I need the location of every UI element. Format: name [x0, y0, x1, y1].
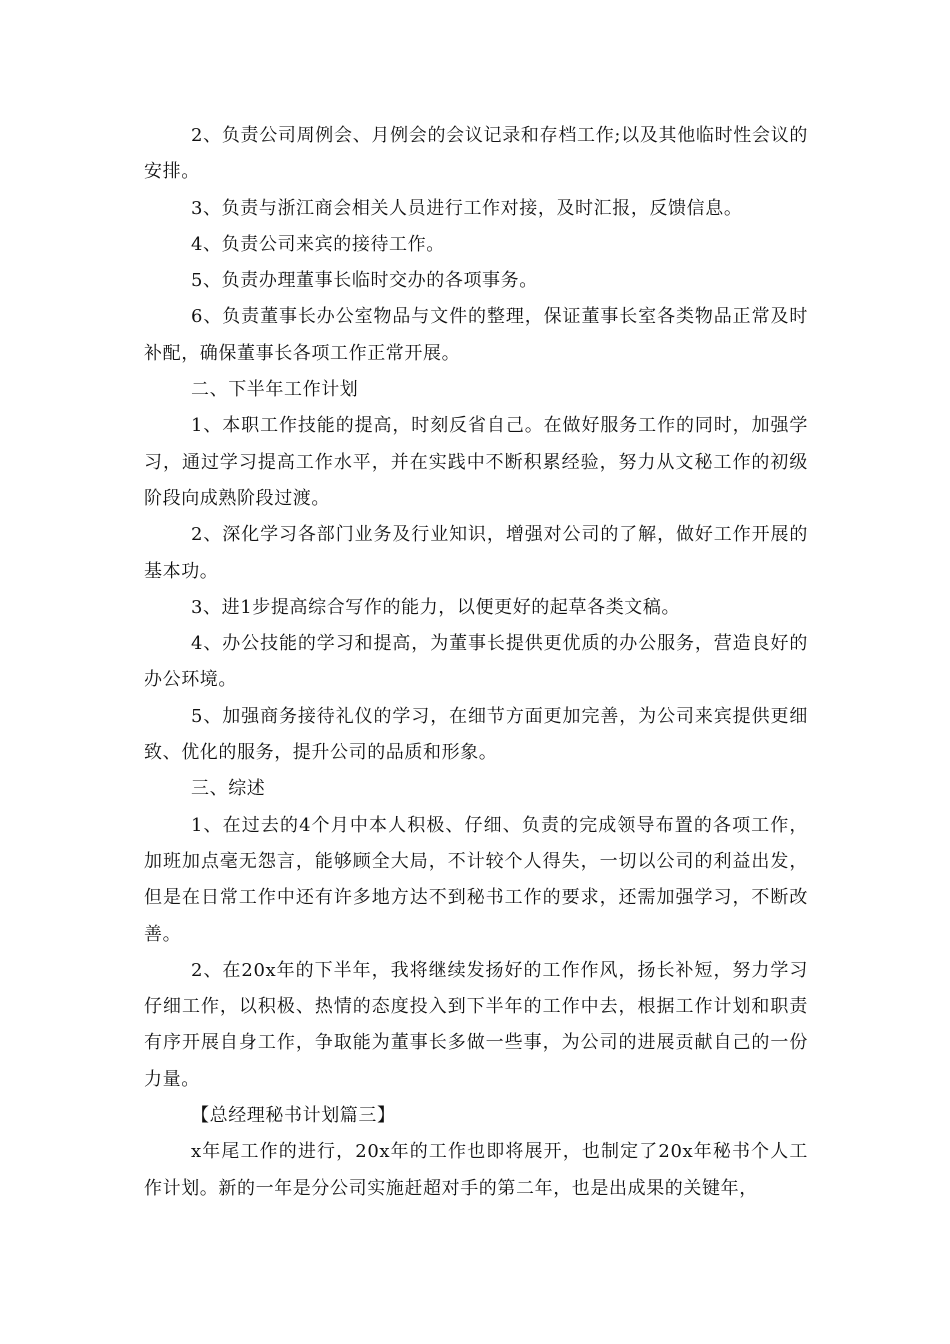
- paragraph-summary-1: 1、在过去的4个月中本人积极、仔细、负责的完成领导布置的各项工作，加班加点毫无怨言，能够顾全大局，不计较个人得失，一切以公司的利益出发，但是在日常工作中还有许多地方达不到秘书工作的要求，还需加强学习，不断改善。: [144, 814, 808, 945]
- paragraph-plan-3: 3、进1步提高综合写作的能力，以便更好的起草各类文稿。: [191, 596, 681, 618]
- paragraph-plan-2: 2、深化学习各部门业务及行业知识，增强对公司的了解，做好工作开展的基本功。: [144, 524, 808, 582]
- document-body: [144, 118, 808, 1207]
- paragraph-duty-2: 2、负责公司周例会、月例会的会议记录和存档工作;以及其他临时性会议的安排。: [144, 125, 808, 183]
- paragraph-summary-2: 2、在20x年的下半年，我将继续发扬好的工作作风，扬长补短，努力学习仔细工作，以积极、热情的态度投入到下半年的工作中去，根据工作计划和职责有序开展自身工作，争取能为董事长多做一些事，为公司的进展贡献自己的一份力量。: [144, 959, 808, 1090]
- section-heading-summary: 三、综述: [191, 778, 266, 800]
- paragraph-plan-1: 1、本职工作技能的提高，时刻反省自己。在做好服务工作的同时，加强学习，通过学习提高工作水平，并在实践中不断积累经验，努力从文秘工作的初级阶段向成熟阶段过渡。: [144, 415, 808, 509]
- paragraph-part-three-intro: x年尾工作的进行，20x年的工作也即将展开，也制定了20x年秘书个人工作计划。新的一年是分公司实施赶超对手的第二年，也是出成果的关键年，: [144, 1141, 808, 1199]
- paragraph-duty-5: 5、负责办理董事长临时交办的各项事务。: [191, 270, 538, 292]
- section-heading-part-three: 【总经理秘书计划篇三】: [191, 1105, 396, 1127]
- paragraph-duty-3: 3、负责与浙江商会相关人员进行工作对接，及时汇报，反馈信息。: [191, 197, 743, 219]
- paragraph-plan-5: 5、加强商务接待礼仪的学习，在细节方面更加完善，为公司来宾提供更细致、优化的服务，提升公司的品质和形象。: [144, 705, 808, 764]
- section-heading-plan: 二、下半年工作计划: [191, 379, 359, 401]
- paragraph-duty-4: 4、负责公司来宾的接待工作。: [191, 233, 445, 255]
- paragraph-plan-4: 4、办公技能的学习和提高，为董事长提供更优质的办公服务，营造良好的办公环境。: [144, 633, 808, 691]
- paragraph-duty-6: 6、负责董事长办公室物品与文件的整理，保证董事长室各类物品正常及时补配，确保董事长各项工作正常开展。: [144, 306, 808, 364]
